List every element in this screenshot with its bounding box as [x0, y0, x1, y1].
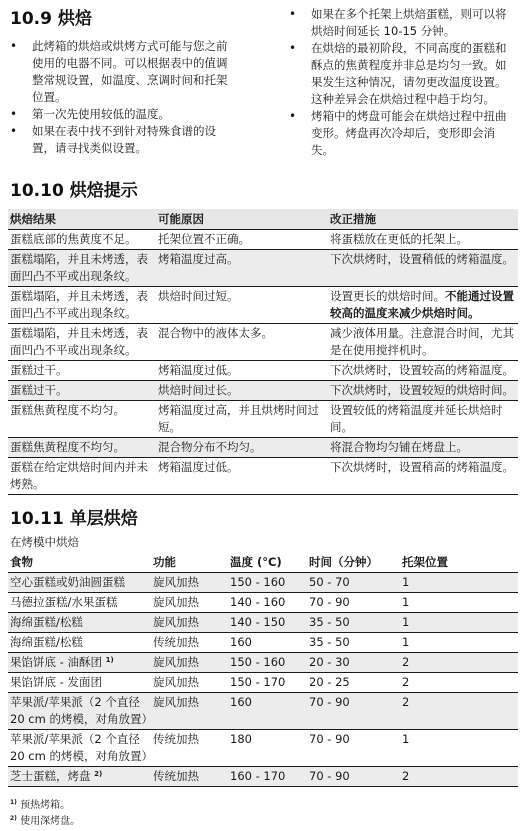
- footnote-text: 预热烤箱。: [20, 800, 71, 811]
- cause-cell: 烤箱温度过高。: [156, 250, 328, 287]
- food-cell: 空心蛋糕或奶油圆蛋糕: [8, 573, 151, 593]
- shelf-cell: 2: [400, 673, 518, 693]
- result-cell: 蛋糕在给定烘焙时间内并未烤熟。: [8, 458, 156, 495]
- baking-notes-right: [289, 6, 511, 159]
- footnote: [10, 814, 80, 830]
- fix-cell: 下次烘烤时，设置较高的烤箱温度。: [328, 361, 518, 381]
- temperature-cell: 140 - 150: [228, 613, 307, 633]
- food-text: 果馅饼底 - 油酥团: [10, 655, 102, 669]
- table-row: [8, 361, 518, 381]
- column-header: 功能: [151, 553, 228, 573]
- time-cell: 70 - 90: [307, 593, 400, 613]
- list-item: • 如果在多个托架上烘焙蛋糕，则可以将烘焙时间延长 10-15 分钟。: [289, 6, 511, 40]
- shelf-cell: 1: [400, 593, 518, 613]
- fix-text: 设置更长的烘焙时间。: [330, 289, 445, 303]
- result-cell: 蛋糕底部的焦黄度不足。: [8, 230, 156, 250]
- time-cell: 20 - 30: [307, 653, 400, 673]
- result-cell: 蛋糕焦黄程度不均匀。: [8, 438, 156, 458]
- food-cell: [8, 767, 151, 787]
- food-cell: 果馅饼底 - 发面团: [8, 673, 151, 693]
- table-row: [8, 324, 518, 361]
- baking-notes-left: [10, 38, 234, 157]
- time-cell: 35 - 50: [307, 613, 400, 633]
- table-row: [8, 438, 518, 458]
- list-item: • 如果在表中找不到针对特殊食谱的设置，请寻找类似设置。: [10, 123, 234, 157]
- footnote: [10, 798, 70, 814]
- baking-table-wrap: [8, 553, 518, 787]
- result-cell: 蛋糕过干。: [8, 381, 156, 401]
- function-cell: 旋风加热: [151, 693, 228, 730]
- food-cell: 马德拉蛋糕/水果蛋糕: [8, 593, 151, 613]
- table-row: [8, 250, 518, 287]
- result-cell: 蛋糕焦黄程度不均匀。: [8, 401, 156, 438]
- list-item: • 烤箱中的烤盘可能会在烘焙过程中扭曲变形。烤盘再次冷却后，变形即会消失。: [289, 108, 511, 159]
- table-row: [8, 653, 518, 673]
- list-item: • 在烘焙的最初阶段，不同高度的蛋糕和酥点的焦黄程度并非总是均匀一致。如果发生这种情况，请勿更改温度设置。这种差异会在烘焙过程中趋于均匀。: [289, 40, 511, 108]
- shelf-cell: 1: [400, 613, 518, 633]
- food-cell: 海绵蛋糕/松糕: [8, 613, 151, 633]
- temperature-cell: 150 - 160: [228, 653, 307, 673]
- table-row: [8, 730, 518, 767]
- column-header: 可能原因: [156, 209, 328, 230]
- table-row: [8, 573, 518, 593]
- result-cell: 蛋糕塌陷，并且未烤透，表面凹凸不平或出现条纹。: [8, 287, 156, 324]
- fix-cell: 设置较低的烤箱温度并延长烘焙时间。: [328, 401, 518, 438]
- temperature-cell: 180: [228, 730, 307, 767]
- result-cell: 蛋糕过干。: [8, 361, 156, 381]
- time-cell: 20 - 25: [307, 673, 400, 693]
- shelf-cell: 1: [400, 633, 518, 653]
- baking-tips-table-wrap: [8, 209, 518, 495]
- single-level-baking-table: [8, 553, 518, 787]
- table-header-row: [8, 209, 518, 230]
- result-cell: 蛋糕塌陷，并且未烤透，表面凹凸不平或出现条纹。: [8, 324, 156, 361]
- table-row: [8, 633, 518, 653]
- table-row: [8, 401, 518, 438]
- temperature-cell: 140 - 160: [228, 593, 307, 613]
- table-header-row: [8, 553, 518, 573]
- table-row: [8, 693, 518, 730]
- cause-cell: 托架位置不正确。: [156, 230, 328, 250]
- footnote-marker: 2): [10, 815, 17, 822]
- column-header: 烘焙结果: [8, 209, 156, 230]
- table-row: [8, 458, 518, 495]
- shelf-cell: 2: [400, 693, 518, 730]
- fix-cell: 下次烘烤时，设置稍高的烤箱温度。: [328, 458, 518, 495]
- function-cell: 传统加热: [151, 633, 228, 653]
- shelf-cell: 2: [400, 767, 518, 787]
- column-header: 改正措施: [328, 209, 518, 230]
- temperature-cell: 150 - 160: [228, 573, 307, 593]
- food-cell: 海绵蛋糕/松糕: [8, 633, 151, 653]
- shelf-cell: 1: [400, 730, 518, 767]
- table-row: [8, 230, 518, 250]
- column-header: 食物: [8, 553, 151, 573]
- cause-cell: 混合物中的液体太多。: [156, 324, 328, 361]
- fix-cell: 减少液体用量。注意混合时间，尤其是在使用搅拌机时。: [328, 324, 518, 361]
- time-cell: 70 - 90: [307, 693, 400, 730]
- time-cell: 50 - 70: [307, 573, 400, 593]
- function-cell: 旋风加热: [151, 593, 228, 613]
- function-cell: 旋风加热: [151, 573, 228, 593]
- cause-cell: 混合物分布不均匀。: [156, 438, 328, 458]
- function-cell: 传统加热: [151, 730, 228, 767]
- temperature-cell: 160: [228, 693, 307, 730]
- temperature-cell: 150 - 170: [228, 673, 307, 693]
- column-header: 托架位置: [400, 553, 518, 573]
- column-header: 时间（分钟）: [307, 553, 400, 573]
- footnote-marker: 1): [10, 799, 17, 806]
- cause-cell: 烤箱温度过低。: [156, 361, 328, 381]
- time-cell: 70 - 90: [307, 730, 400, 767]
- shelf-cell: 2: [400, 653, 518, 673]
- function-cell: 旋风加热: [151, 673, 228, 693]
- section-subtitle: 在烤模中烘焙: [10, 535, 79, 549]
- food-cell: 苹果派/苹果派（2 个直径 20 cm 的烤模，对角放置）: [8, 730, 151, 767]
- list-item: • 第一次先使用较低的温度。: [10, 106, 234, 123]
- baking-tips-table: [8, 209, 518, 495]
- fix-cell: 下次烘烤时，设置稍低的烤箱温度。: [328, 250, 518, 287]
- fix-warning-text: 不能通过设置较高的温度来减少烘焙时间。: [330, 289, 514, 320]
- food-text: 芝士蛋糕，烤盘: [10, 769, 91, 783]
- function-cell: 旋风加热: [151, 653, 228, 673]
- section-title-single-level-baking: 10.11 单层烘焙: [10, 509, 138, 529]
- cause-cell: 烤箱温度过高，并且烘烤时间过短。: [156, 401, 328, 438]
- fix-cell: [328, 287, 518, 324]
- footnote-marker: 1): [105, 656, 114, 664]
- table-row: [8, 613, 518, 633]
- temperature-cell: 160: [228, 633, 307, 653]
- section-title-baking-tips: 10.10 烘焙提示: [10, 181, 138, 201]
- table-row: [8, 381, 518, 401]
- table-row: [8, 767, 518, 787]
- footnote-marker: 2): [94, 770, 103, 778]
- section-title-baking: 10.9 烘焙: [10, 9, 92, 29]
- fix-cell: 将混合物均匀铺在烤盘上。: [328, 438, 518, 458]
- fix-cell: 下次烘烤时，设置较短的烘焙时间。: [328, 381, 518, 401]
- column-header: 温度 (°C): [228, 553, 307, 573]
- time-cell: 70 - 90: [307, 767, 400, 787]
- time-cell: 35 - 50: [307, 633, 400, 653]
- cause-cell: 烘焙时间过长。: [156, 381, 328, 401]
- temperature-cell: 160 - 170: [228, 767, 307, 787]
- table-row: [8, 287, 518, 324]
- fix-cell: 将蛋糕放在更低的托架上。: [328, 230, 518, 250]
- shelf-cell: 1: [400, 573, 518, 593]
- cause-cell: 烤箱温度过低。: [156, 458, 328, 495]
- footnote-text: 使用深烤盘。: [20, 816, 81, 827]
- food-cell: 苹果派/苹果派（2 个直径 20 cm 的烤模，对角放置）: [8, 693, 151, 730]
- result-cell: 蛋糕塌陷，并且未烤透，表面凹凸不平或出现条纹。: [8, 250, 156, 287]
- function-cell: 旋风加热: [151, 613, 228, 633]
- cause-cell: 烘焙时间过短。: [156, 287, 328, 324]
- list-item: • 此烤箱的烘焙或烘烤方式可能与您之前使用的电器不同。可以根据表中的值调整常规设置，如温度、烹调时间和托架位置。: [10, 38, 234, 106]
- food-cell: [8, 653, 151, 673]
- table-row: [8, 593, 518, 613]
- table-row: [8, 673, 518, 693]
- function-cell: 传统加热: [151, 767, 228, 787]
